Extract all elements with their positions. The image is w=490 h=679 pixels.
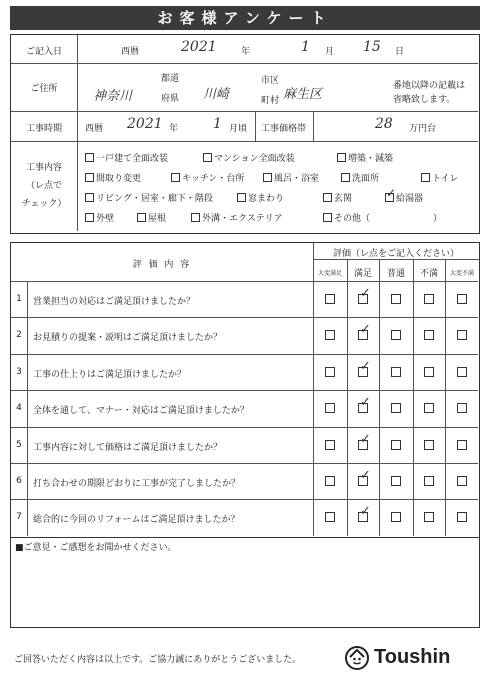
date-label: ご記入日 [25, 47, 62, 57]
checkbox[interactable] [85, 213, 94, 222]
content-opt-layout[interactable] [85, 171, 141, 184]
rating-checkbox[interactable] [391, 330, 401, 340]
address-district[interactable]: 麻生区 [283, 87, 323, 102]
opt-label: 風呂・浴室 [274, 174, 320, 184]
checkbox[interactable] [137, 213, 146, 222]
rating-checkbox-checked[interactable] [358, 440, 368, 450]
date-day-unit: 日 [395, 47, 405, 57]
date-era: 西暦 [121, 47, 140, 57]
rating-checkbox-checked[interactable] [358, 294, 368, 304]
content-opt-kitchen[interactable] [171, 171, 244, 184]
ward-label-2: 町村 [261, 96, 280, 106]
checkbox[interactable] [85, 193, 94, 202]
level-satisfied: 満足 [353, 269, 372, 279]
rating-checkbox[interactable] [325, 403, 335, 413]
rating-checkbox[interactable] [325, 294, 335, 304]
question-number: 5 [16, 439, 22, 450]
level-very-satisfied: 大変満足 [317, 270, 342, 277]
rating-checkbox[interactable] [391, 440, 401, 450]
period-year-value[interactable]: 2021 [127, 116, 163, 132]
content-label-line: チェック） [21, 199, 67, 209]
row-divider [11, 390, 478, 391]
content-opt-detached[interactable] [85, 151, 168, 164]
opt-label: 窓まわり [248, 194, 285, 204]
opt-label: 洗面所 [352, 174, 380, 184]
content-label-line: （レ点で [25, 181, 62, 191]
content-opt-bath[interactable] [263, 171, 319, 184]
content-opt-window[interactable] [237, 191, 284, 204]
checkbox[interactable] [263, 173, 272, 182]
content-opt-roof[interactable] [137, 211, 166, 224]
rating-checkbox[interactable] [457, 476, 467, 486]
content-opt-washroom[interactable] [341, 171, 379, 184]
opt-label: マンション全面改装 [214, 154, 295, 164]
date-year-unit: 年 [241, 47, 251, 57]
address-prefecture[interactable]: 神奈川 [93, 89, 133, 104]
date-year-value[interactable]: 2021 [181, 39, 217, 55]
checkbox[interactable] [171, 173, 180, 182]
opt-label: 増築・減築 [348, 154, 394, 164]
rating-checkbox-checked[interactable] [358, 512, 368, 522]
content-opt-mansion[interactable] [203, 151, 295, 164]
question-number: 2 [16, 330, 22, 341]
rating-checkbox-checked[interactable] [358, 403, 368, 413]
company-logo [344, 642, 484, 672]
rating-checkbox[interactable] [457, 512, 467, 522]
content-opt-extension[interactable] [337, 151, 393, 164]
checkbox[interactable] [85, 173, 94, 182]
question-text: 打ち合わせの期限どおりに工事が完了しましたか？ [33, 479, 241, 489]
rating-checkbox[interactable] [325, 512, 335, 522]
content-label-line: 工事内容 [25, 163, 62, 173]
rating-checkbox[interactable] [424, 476, 434, 486]
date-day-value[interactable]: 15 [363, 39, 381, 55]
checkbox[interactable] [191, 213, 200, 222]
checkbox[interactable] [237, 193, 246, 202]
customer-info-table [10, 34, 480, 234]
content-header: 評 価 内 容 [132, 260, 192, 270]
rating-checkbox[interactable] [424, 512, 434, 522]
rating-checkbox-checked[interactable] [358, 367, 368, 377]
level-very-dissatisfied: 大変不満 [449, 270, 474, 277]
rating-checkbox[interactable] [391, 476, 401, 486]
row-divider [11, 463, 478, 464]
content-opt-other[interactable] [323, 211, 442, 224]
question-number: 1 [16, 294, 22, 304]
date-month-unit: 月 [325, 47, 335, 57]
row-divider [11, 499, 478, 500]
row-divider [11, 317, 478, 318]
content-label [11, 159, 77, 213]
price-label: 工事価格帯 [261, 124, 307, 134]
house-icon [344, 644, 370, 670]
rating-checkbox[interactable] [391, 367, 401, 377]
rating-checkbox[interactable] [391, 294, 401, 304]
pref-label-2: 府県 [161, 94, 180, 104]
price-unit: 万円台 [409, 124, 437, 134]
content-opt-water-heater[interactable] [385, 191, 423, 204]
period-month-unit: 月頃 [229, 124, 248, 134]
rating-checkbox[interactable] [457, 294, 467, 304]
checkbox[interactable] [203, 153, 212, 162]
rating-checkbox[interactable] [457, 403, 467, 413]
content-opt-toilet[interactable] [421, 171, 459, 184]
row-divider [11, 427, 478, 428]
question-number: 4 [16, 403, 22, 414]
rating-checkbox[interactable] [325, 330, 335, 340]
period-month-value[interactable]: 1 [213, 116, 222, 132]
rating-checkbox[interactable] [424, 294, 434, 304]
pref-label-1: 都道 [161, 74, 180, 84]
question-text: 営業担当の対応はご満足頂けましたか？ [33, 297, 196, 307]
rating-checkbox[interactable] [325, 440, 335, 450]
opt-label: 屋根 [148, 214, 167, 224]
content-opt-entrance[interactable] [323, 191, 352, 204]
opt-label: 玄関 [334, 194, 353, 204]
question-text: 全体を通して、マナー・対応はご満足頂けましたか？ [33, 406, 249, 417]
rating-checkbox[interactable] [424, 440, 434, 450]
checkbox-checked[interactable] [385, 193, 394, 202]
question-text: 総合的に今回のリフォームはご満足頂けましたか？ [33, 515, 240, 526]
opt-label: 給湯器 [396, 194, 424, 204]
checkbox[interactable] [85, 153, 94, 162]
row-divider [11, 354, 478, 355]
rating-checkbox[interactable] [325, 476, 335, 486]
opt-label: 一戸建て全面改装 [96, 154, 169, 164]
checkbox[interactable] [323, 213, 332, 222]
rating-checkbox[interactable] [457, 367, 467, 377]
rating-checkbox[interactable] [424, 330, 434, 340]
rating-checkbox[interactable] [457, 330, 467, 340]
checkbox[interactable] [337, 153, 346, 162]
question-number: 3 [16, 366, 22, 377]
comments-label: ■ご意見・ご感想をお聞かせください。 [15, 543, 177, 553]
question-text: 工事の仕上りはご満足頂けましたか？ [33, 369, 187, 380]
rating-checkbox[interactable] [457, 440, 467, 450]
content-opt-living[interactable] [85, 191, 213, 204]
rating-checkbox[interactable] [325, 367, 335, 377]
level-normal: 普通 [386, 269, 405, 279]
question-number: 7 [16, 512, 22, 523]
level-dissatisfied: 不満 [419, 269, 438, 279]
checkbox[interactable] [323, 193, 332, 202]
price-value[interactable]: 28 [375, 116, 393, 132]
rating-checkbox[interactable] [424, 367, 434, 377]
ward-label-1: 市区 [261, 76, 280, 86]
opt-label: その他（ ） [334, 214, 443, 224]
rating-checkbox[interactable] [391, 512, 401, 522]
opt-label: キッチン・台所 [182, 174, 245, 184]
rating-checkbox-checked[interactable] [358, 476, 368, 486]
rating-checkbox-checked[interactable] [358, 330, 368, 340]
question-number: 6 [16, 476, 22, 486]
logo-text: Toushin [374, 646, 451, 668]
period-year-unit: 年 [169, 124, 179, 134]
question-text: お見積りの提案・説明はご満足頂けましたか？ [33, 333, 223, 344]
date-month-value[interactable]: 1 [301, 39, 310, 55]
content-opt-exterior[interactable] [191, 211, 283, 224]
checkbox[interactable] [341, 173, 350, 182]
opt-label: リビング・居室・廊下・階段 [96, 194, 213, 204]
opt-label: 外壁 [96, 214, 115, 224]
content-opt-exterior-wall[interactable] [85, 211, 114, 224]
period-label: 工事時期 [25, 124, 62, 134]
comments-box[interactable] [10, 538, 480, 628]
address-note: 番地以降の記載は省略致します。 [393, 81, 466, 105]
rating-checkbox[interactable] [424, 403, 434, 413]
opt-label: 間取り変更 [96, 174, 142, 184]
question-text: 工事内容に対して価格はご満足頂けましたか？ [33, 442, 223, 453]
rating-header: 評価（レ点をご記入ください） [332, 249, 459, 259]
opt-label: 外溝・エクステリア [202, 214, 283, 224]
address-city[interactable]: 川崎 [203, 87, 230, 102]
checkbox[interactable] [421, 173, 430, 182]
survey-table [10, 242, 480, 538]
opt-label: トイレ [432, 174, 459, 184]
address-label: ご住所 [30, 84, 58, 94]
period-era: 西暦 [85, 124, 104, 134]
form-title: お客様アンケート [10, 6, 480, 30]
rating-checkbox[interactable] [391, 403, 401, 413]
footer-text: ご回答いただく内容は以上です。ご協力誠にありがとうございました。 [14, 655, 302, 665]
